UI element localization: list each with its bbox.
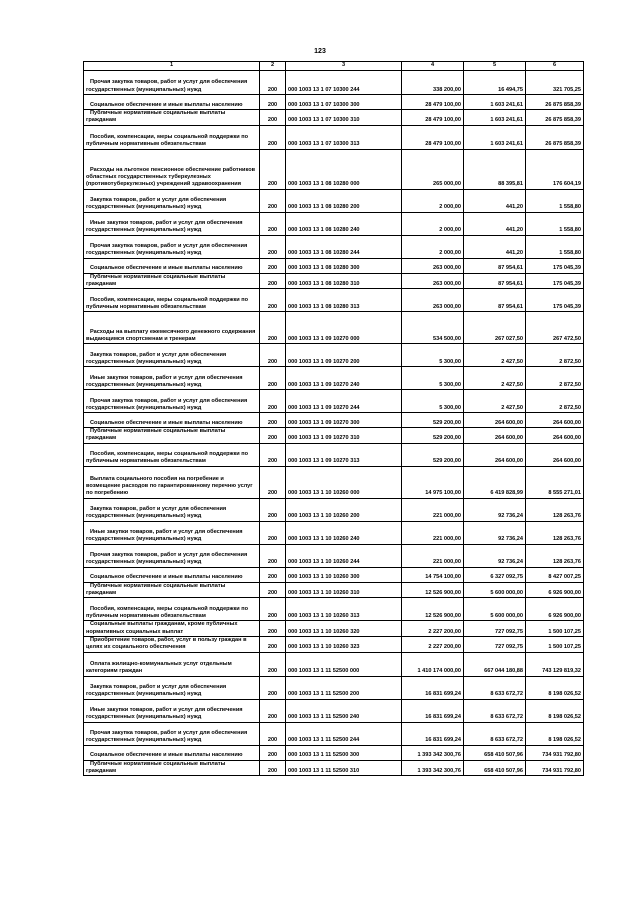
row-kbk-code: 000 1003 13 1 11 52500 000 <box>286 652 402 676</box>
row-amount-col5: 264 600,00 <box>464 428 526 444</box>
row-amount-col4: 28 479 100,00 <box>402 125 464 149</box>
row-kbk-code: 000 1003 13 1 07 10300 244 <box>286 71 402 95</box>
row-amount-col4: 12 526 900,00 <box>402 582 464 598</box>
table-row <box>84 544 584 567</box>
row-kbk-code: 000 1003 13 1 08 10280 000 <box>286 149 402 189</box>
table-row <box>84 258 584 273</box>
table-row <box>84 699 584 722</box>
row-name: Выплата социального пособия на погребение и возмещение расходов по гарантированному перечню услуг по погребению <box>84 466 260 498</box>
row-amount-col6: 2 872,50 <box>526 367 584 390</box>
row-amount-col5: 1 603 241,61 <box>464 125 526 149</box>
table-row <box>84 367 584 390</box>
row-amount-col5: 88 395,81 <box>464 149 526 189</box>
row-amount-col6: 734 931 792,80 <box>526 745 584 760</box>
row-name: Публичные нормативные социальные выплаты гражданам <box>84 273 260 289</box>
row-amount-col6: 1 558,80 <box>526 212 584 235</box>
row-code: 200 <box>260 95 286 110</box>
row-amount-col5: 727 092,75 <box>464 621 526 637</box>
header-cell-6: 6 <box>526 62 584 71</box>
row-amount-col6: 6 926 900,00 <box>526 598 584 621</box>
row-name: Прочая закупка товаров, работ и услуг для обеспечения государственных (муниципальных) нужд <box>84 235 260 258</box>
table-row <box>84 95 584 110</box>
row-name: Социальное обеспечение и иные выплаты населению <box>84 413 260 428</box>
row-name: Иные закупки товаров, работ и услуг для обеспечения государственных (муниципальных) нужд <box>84 212 260 235</box>
row-amount-col5: 6 327 092,75 <box>464 567 526 582</box>
row-amount-col6: 321 705,25 <box>526 71 584 95</box>
row-code: 200 <box>260 125 286 149</box>
row-amount-col4: 28 479 100,00 <box>402 95 464 110</box>
row-kbk-code: 000 1003 13 1 09 10270 300 <box>286 413 402 428</box>
row-amount-col6: 176 604,19 <box>526 149 584 189</box>
table-row <box>84 621 584 637</box>
row-kbk-code: 000 1003 13 1 08 10280 313 <box>286 289 402 312</box>
row-amount-col6: 267 472,50 <box>526 312 584 344</box>
row-kbk-code: 000 1003 13 1 11 52500 200 <box>286 676 402 699</box>
row-kbk-code: 000 1003 13 1 09 10270 313 <box>286 443 402 466</box>
row-amount-col6: 128 263,76 <box>526 544 584 567</box>
row-kbk-code: 000 1003 13 1 08 10280 300 <box>286 258 402 273</box>
table-row <box>84 149 584 189</box>
row-amount-col6: 8 198 026,52 <box>526 676 584 699</box>
row-code: 200 <box>260 443 286 466</box>
row-code: 200 <box>260 498 286 521</box>
row-amount-col4: 221 000,00 <box>402 544 464 567</box>
row-amount-col6: 6 926 900,00 <box>526 582 584 598</box>
row-amount-col4: 28 479 100,00 <box>402 110 464 126</box>
header-cell-1: 1 <box>84 62 260 71</box>
row-name: Прочая закупка товаров, работ и услуг для обеспечения государственных (муниципальных) нужд <box>84 722 260 745</box>
row-amount-col5: 441,20 <box>464 212 526 235</box>
row-name: Закупка товаров, работ и услуг для обеспечения государственных (муниципальных) нужд <box>84 344 260 367</box>
row-amount-col5: 264 600,00 <box>464 443 526 466</box>
row-amount-col6: 175 045,39 <box>526 289 584 312</box>
row-kbk-code: 000 1003 13 1 08 10280 310 <box>286 273 402 289</box>
table-row <box>84 652 584 676</box>
row-amount-col6: 2 872,50 <box>526 390 584 413</box>
table-row <box>84 498 584 521</box>
table-row <box>84 676 584 699</box>
row-amount-col5: 267 027,50 <box>464 312 526 344</box>
row-amount-col6: 26 875 858,39 <box>526 125 584 149</box>
row-amount-col4: 529 200,00 <box>402 413 464 428</box>
table-row <box>84 521 584 544</box>
row-code: 200 <box>260 289 286 312</box>
row-code: 200 <box>260 110 286 126</box>
row-kbk-code: 000 1003 13 1 10 10260 300 <box>286 567 402 582</box>
row-kbk-code: 000 1003 13 1 10 10260 240 <box>286 521 402 544</box>
table-row <box>84 466 584 498</box>
table-row <box>84 428 584 444</box>
row-amount-col4: 14 754 100,00 <box>402 567 464 582</box>
row-code: 200 <box>260 760 286 776</box>
row-amount-col5: 92 736,24 <box>464 498 526 521</box>
row-amount-col6: 264 600,00 <box>526 443 584 466</box>
row-amount-col5: 5 600 000,00 <box>464 582 526 598</box>
row-name: Социальное обеспечение и иные выплаты населению <box>84 95 260 110</box>
row-name: Социальное обеспечение и иные выплаты населению <box>84 745 260 760</box>
row-name: Пособия, компенсации, меры социальной поддержки по публичным нормативным обязательствам <box>84 443 260 466</box>
row-amount-col4: 14 975 100,00 <box>402 466 464 498</box>
row-amount-col4: 529 200,00 <box>402 428 464 444</box>
row-code: 200 <box>260 367 286 390</box>
table-row <box>84 390 584 413</box>
table-row <box>84 567 584 582</box>
row-amount-col6: 8 555 271,01 <box>526 466 584 498</box>
row-amount-col4: 16 831 699,24 <box>402 722 464 745</box>
row-name: Прочая закупка товаров, работ и услуг для обеспечения государственных (муниципальных) нужд <box>84 544 260 567</box>
row-kbk-code: 000 1003 13 1 10 10260 200 <box>286 498 402 521</box>
row-amount-col4: 1 410 174 000,00 <box>402 652 464 676</box>
header-cell-5: 5 <box>464 62 526 71</box>
row-amount-col5: 92 736,24 <box>464 521 526 544</box>
row-amount-col4: 16 831 699,24 <box>402 699 464 722</box>
row-code: 200 <box>260 521 286 544</box>
row-amount-col5: 2 427,50 <box>464 390 526 413</box>
row-amount-col5: 441,20 <box>464 235 526 258</box>
row-kbk-code: 000 1003 13 1 09 10270 244 <box>286 390 402 413</box>
row-kbk-code: 000 1003 13 1 11 52500 244 <box>286 722 402 745</box>
row-kbk-code: 000 1003 13 1 07 10300 313 <box>286 125 402 149</box>
header-cell-2: 2 <box>260 62 286 71</box>
row-amount-col4: 2 000,00 <box>402 189 464 212</box>
row-kbk-code: 000 1003 13 1 07 10300 310 <box>286 110 402 126</box>
row-amount-col4: 2 227 200,00 <box>402 621 464 637</box>
table-row <box>84 722 584 745</box>
row-kbk-code: 000 1003 13 1 11 52500 300 <box>286 745 402 760</box>
table-row <box>84 125 584 149</box>
row-amount-col5: 1 603 241,61 <box>464 110 526 126</box>
page-number: 123 <box>314 48 326 55</box>
table-row <box>84 582 584 598</box>
row-code: 200 <box>260 699 286 722</box>
row-amount-col5: 6 419 828,99 <box>464 466 526 498</box>
row-amount-col4: 5 300,00 <box>402 367 464 390</box>
table-row <box>84 413 584 428</box>
row-code: 200 <box>260 582 286 598</box>
row-amount-col4: 16 831 699,24 <box>402 676 464 699</box>
row-name: Расходы на льготное пенсионное обеспечение работников областных государственных туберкулезных (противотуберкулезных) учреждений здравоохранения <box>84 149 260 189</box>
row-amount-col6: 8 427 007,25 <box>526 567 584 582</box>
row-amount-col6: 128 263,76 <box>526 498 584 521</box>
row-code: 200 <box>260 676 286 699</box>
row-amount-col4: 1 393 342 300,76 <box>402 760 464 776</box>
row-code: 200 <box>260 258 286 273</box>
row-amount-col4: 265 000,00 <box>402 149 464 189</box>
row-name: Закупка товаров, работ и услуг для обеспечения государственных (муниципальных) нужд <box>84 498 260 521</box>
row-name: Публичные нормативные социальные выплаты гражданам <box>84 110 260 126</box>
row-kbk-code: 000 1003 13 1 09 10270 200 <box>286 344 402 367</box>
row-name: Расходы на выплату ежемесячного денежного содержания выдающимся спортсменам и тренерам <box>84 312 260 344</box>
row-code: 200 <box>260 745 286 760</box>
row-code: 200 <box>260 273 286 289</box>
budget-table <box>83 61 584 776</box>
row-code: 200 <box>260 428 286 444</box>
row-kbk-code: 000 1003 13 1 08 10280 200 <box>286 189 402 212</box>
row-amount-col6: 743 129 819,32 <box>526 652 584 676</box>
row-amount-col6: 1 500 107,25 <box>526 636 584 652</box>
row-name: Публичные нормативные социальные выплаты гражданам <box>84 582 260 598</box>
table-row <box>84 344 584 367</box>
row-amount-col6: 2 872,50 <box>526 344 584 367</box>
row-code: 200 <box>260 71 286 95</box>
row-name: Оплата жилищно-коммунальных услуг отдельным категориям граждан <box>84 652 260 676</box>
row-code: 200 <box>260 235 286 258</box>
row-amount-col6: 26 875 858,39 <box>526 110 584 126</box>
row-amount-col6: 1 558,80 <box>526 189 584 212</box>
table-row <box>84 235 584 258</box>
row-amount-col5: 658 410 507,96 <box>464 760 526 776</box>
row-amount-col5: 658 410 507,96 <box>464 745 526 760</box>
row-kbk-code: 000 1003 13 1 10 10260 313 <box>286 598 402 621</box>
table-row <box>84 312 584 344</box>
row-code: 200 <box>260 722 286 745</box>
row-amount-col5: 2 427,50 <box>464 367 526 390</box>
row-code: 200 <box>260 567 286 582</box>
row-amount-col6: 734 931 792,80 <box>526 760 584 776</box>
row-amount-col5: 1 603 241,61 <box>464 95 526 110</box>
row-amount-col6: 264 600,00 <box>526 413 584 428</box>
header-cell-3: 3 <box>286 62 402 71</box>
row-kbk-code: 000 1003 13 1 07 10300 300 <box>286 95 402 110</box>
row-amount-col4: 529 200,00 <box>402 443 464 466</box>
row-kbk-code: 000 1003 13 1 09 10270 310 <box>286 428 402 444</box>
table-row <box>84 443 584 466</box>
table-row <box>84 745 584 760</box>
row-amount-col6: 128 263,76 <box>526 521 584 544</box>
table-row <box>84 760 584 776</box>
table-row <box>84 598 584 621</box>
row-amount-col5: 264 600,00 <box>464 413 526 428</box>
row-name: Закупка товаров, работ и услуг для обеспечения государственных (муниципальных) нужд <box>84 189 260 212</box>
row-code: 200 <box>260 312 286 344</box>
row-name: Прочая закупка товаров, работ и услуг для обеспечения государственных (муниципальных) нужд <box>84 390 260 413</box>
row-amount-col5: 727 092,75 <box>464 636 526 652</box>
row-name: Иные закупки товаров, работ и услуг для обеспечения государственных (муниципальных) нужд <box>84 521 260 544</box>
row-code: 200 <box>260 621 286 637</box>
row-name: Публичные нормативные социальные выплаты гражданам <box>84 428 260 444</box>
row-amount-col5: 8 633 672,72 <box>464 676 526 699</box>
row-amount-col5: 87 954,61 <box>464 289 526 312</box>
row-amount-col5: 8 633 672,72 <box>464 699 526 722</box>
row-code: 200 <box>260 344 286 367</box>
row-amount-col5: 16 494,75 <box>464 71 526 95</box>
row-amount-col5: 2 427,50 <box>464 344 526 367</box>
row-amount-col6: 264 600,00 <box>526 428 584 444</box>
row-amount-col6: 175 045,39 <box>526 273 584 289</box>
row-amount-col5: 8 633 672,72 <box>464 722 526 745</box>
row-kbk-code: 000 1003 13 1 10 10260 323 <box>286 636 402 652</box>
row-code: 200 <box>260 598 286 621</box>
row-name: Публичные нормативные социальные выплаты гражданам <box>84 760 260 776</box>
row-kbk-code: 000 1003 13 1 10 10260 310 <box>286 582 402 598</box>
row-name: Приобретение товаров, работ, услуг в пользу граждан в целях их социального обеспечения <box>84 636 260 652</box>
row-name: Социальное обеспечение и иные выплаты населению <box>84 567 260 582</box>
table-row <box>84 636 584 652</box>
row-name: Социальные выплаты гражданам, кроме публичных нормативных социальных выплат <box>84 621 260 637</box>
row-name: Пособия, компенсации, меры социальной поддержки по публичным нормативным обязательствам <box>84 289 260 312</box>
row-amount-col4: 221 000,00 <box>402 498 464 521</box>
row-code: 200 <box>260 413 286 428</box>
header-row <box>84 62 584 71</box>
row-name: Иные закупки товаров, работ и услуг для обеспечения государственных (муниципальных) нужд <box>84 367 260 390</box>
row-amount-col6: 1 558,80 <box>526 235 584 258</box>
row-amount-col4: 263 000,00 <box>402 289 464 312</box>
row-amount-col4: 263 000,00 <box>402 258 464 273</box>
row-amount-col4: 2 227 200,00 <box>402 636 464 652</box>
row-kbk-code: 000 1003 13 1 10 10260 244 <box>286 544 402 567</box>
table-row <box>84 289 584 312</box>
row-code: 200 <box>260 212 286 235</box>
row-amount-col4: 5 300,00 <box>402 344 464 367</box>
row-name: Прочая закупка товаров, работ и услуг для обеспечения государственных (муниципальных) нужд <box>84 71 260 95</box>
row-amount-col6: 1 500 107,25 <box>526 621 584 637</box>
row-amount-col4: 2 000,00 <box>402 212 464 235</box>
row-name: Пособия, компенсации, меры социальной поддержки по публичным нормативным обязательствам <box>84 598 260 621</box>
row-amount-col6: 8 198 026,52 <box>526 699 584 722</box>
row-kbk-code: 000 1003 13 1 09 10270 240 <box>286 367 402 390</box>
table-row <box>84 71 584 95</box>
row-amount-col4: 1 393 342 300,76 <box>402 745 464 760</box>
row-name: Иные закупки товаров, работ и услуг для обеспечения государственных (муниципальных) нужд <box>84 699 260 722</box>
row-amount-col5: 92 736,24 <box>464 544 526 567</box>
row-amount-col5: 441,20 <box>464 189 526 212</box>
row-amount-col6: 175 045,39 <box>526 258 584 273</box>
row-amount-col4: 12 526 900,00 <box>402 598 464 621</box>
row-kbk-code: 000 1003 13 1 09 10270 000 <box>286 312 402 344</box>
row-amount-col5: 667 044 180,88 <box>464 652 526 676</box>
row-amount-col6: 26 875 858,39 <box>526 95 584 110</box>
row-amount-col4: 2 000,00 <box>402 235 464 258</box>
row-name: Закупка товаров, работ и услуг для обеспечения государственных (муниципальных) нужд <box>84 676 260 699</box>
row-amount-col4: 263 000,00 <box>402 273 464 289</box>
row-amount-col4: 338 200,00 <box>402 71 464 95</box>
row-kbk-code: 000 1003 13 1 10 10260 320 <box>286 621 402 637</box>
row-amount-col6: 8 198 026,52 <box>526 722 584 745</box>
row-kbk-code: 000 1003 13 1 10 10260 000 <box>286 466 402 498</box>
row-code: 200 <box>260 390 286 413</box>
row-code: 200 <box>260 636 286 652</box>
row-name: Пособия, компенсации, меры социальной поддержки по публичным нормативным обязательствам <box>84 125 260 149</box>
row-amount-col5: 87 954,61 <box>464 273 526 289</box>
row-amount-col4: 221 000,00 <box>402 521 464 544</box>
row-code: 200 <box>260 652 286 676</box>
table-row <box>84 110 584 126</box>
row-code: 200 <box>260 466 286 498</box>
table-row <box>84 189 584 212</box>
row-code: 200 <box>260 189 286 212</box>
row-amount-col5: 87 954,61 <box>464 258 526 273</box>
row-code: 200 <box>260 149 286 189</box>
row-kbk-code: 000 1003 13 1 08 10280 244 <box>286 235 402 258</box>
row-amount-col5: 5 600 000,00 <box>464 598 526 621</box>
row-kbk-code: 000 1003 13 1 08 10280 240 <box>286 212 402 235</box>
row-code: 200 <box>260 544 286 567</box>
header-cell-4: 4 <box>402 62 464 71</box>
row-name: Социальное обеспечение и иные выплаты населению <box>84 258 260 273</box>
row-amount-col4: 534 500,00 <box>402 312 464 344</box>
row-amount-col4: 5 300,00 <box>402 390 464 413</box>
row-kbk-code: 000 1003 13 1 11 52500 240 <box>286 699 402 722</box>
row-kbk-code: 000 1003 13 1 11 52500 310 <box>286 760 402 776</box>
table-row <box>84 273 584 289</box>
table-row <box>84 212 584 235</box>
